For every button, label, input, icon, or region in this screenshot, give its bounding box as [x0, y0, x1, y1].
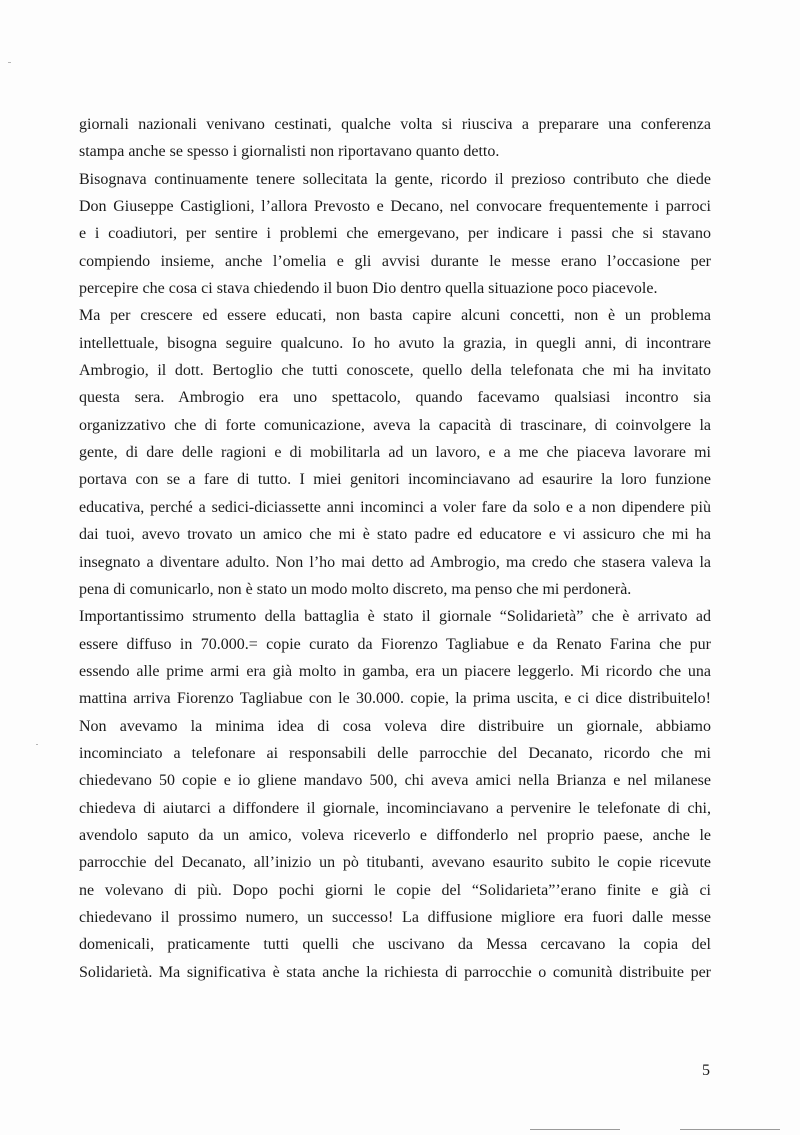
- text-line: educativa, perché a sedici-diciassette anni incominci a voler fare da solo e a non dipendere più: [79, 498, 711, 516]
- text-line: essere diffuso in 70.000.= copie curato da Fiorenzo Tagliabue e da Renato Farina che pur: [79, 635, 711, 653]
- text-line: percepire che cosa ci stava chiedendo il buon Dio dentro quella situazione poco piacevole.: [79, 280, 658, 298]
- text-line: parrocchie del Decanato, all’inizio un pò titubanti, avevano esaurito subito le copie ricevute: [79, 854, 711, 872]
- text-line: questa sera. Ambrogio era uno spettacolo, quando facevamo qualsiasi incontro sia: [79, 389, 711, 407]
- text-line: e i coadiutori, per sentire i problemi che emergevano, per indicare i passi che si stavano: [79, 225, 711, 243]
- text-line: stampa anche se spesso i giornalisti non riportavano quanto detto.: [79, 143, 500, 161]
- text-line: insegnato a diventare adulto. Non l’ho mai detto ad Ambrogio, ma credo che stasera valeva la: [79, 553, 711, 571]
- text-line: Importantissimo strumento della battaglia è stato il giornale “Solidarietà” che è arrivato ad: [79, 608, 711, 626]
- scan-speck: [8, 62, 11, 63]
- text-line: ne volevano di più. Dopo pochi giorni le copie del “Solidarieta”’erano finite e già ci: [79, 881, 711, 899]
- paragraph: [79, 111, 711, 166]
- scan-speck: [36, 744, 38, 745]
- paragraph: [79, 302, 711, 603]
- text-line: essendo alle prime armi era già molto in gamba, era un piacere leggerlo. Mi ricordo che una: [79, 662, 711, 680]
- text-line: Solidarietà. Ma significativa è stata anche la richiesta di parrocchie o comunità distribuite per: [79, 963, 711, 981]
- text-line: Non avevamo la minima idea di cosa voleva dire distribuire un giornale, abbiamo: [79, 717, 711, 735]
- text-line: organizzativo che di forte comunicazione, aveva la capacità di trascinare, di coinvolgere la: [79, 416, 711, 434]
- text-line: Bisognava continuamente tenere sollecitata la gente, ricordo il prezioso contributo che diede: [79, 170, 711, 188]
- body-text: [79, 111, 711, 986]
- text-line: incominciato a telefonare ai responsabili delle parrocchie del Decanato, ricordo che mi: [79, 744, 711, 762]
- scan-edge-line: [680, 1129, 780, 1130]
- text-line: Ma per crescere ed essere educati, non basta capire alcuni concetti, non è un problema: [79, 307, 711, 325]
- text-line: dai tuoi, avevo trovato un amico che mi è stato padre ed educatore e vi assicuro che mi ha: [79, 526, 711, 544]
- text-line: Ambrogio, il dott. Bertoglio che tutti conoscete, quello della telefonata che mi ha invitato: [79, 362, 711, 380]
- text-line: pena di comunicarlo, non è stato un modo molto discreto, ma penso che mi perdonerà.: [79, 580, 632, 598]
- text-line: intellettuale, bisogna seguire qualcuno. Io ho avuto la grazia, in quegli anni, di incontrare: [79, 334, 711, 352]
- text-line: chiedeva di aiutarci a diffondere il giornale, incominciavano a pervenire le telefonate di chi,: [79, 799, 711, 817]
- text-line: chiedevano 50 copie e io gliene mandavo 500, chi aveva amici nella Brianza e nel milanese: [79, 772, 711, 790]
- text-line: compiendo insieme, anche l’omelia e gli avvisi durante le messe erano l’occasione per: [79, 252, 711, 270]
- text-line: mattina arriva Fiorenzo Tagliabue con le 30.000. copie, la prima uscita, e ci dice distribuitelo!: [79, 690, 711, 708]
- text-line: portava con se a fare di tutto. I miei genitori incominciavano ad esaurire la loro funzione: [79, 471, 711, 489]
- text-line: Don Giuseppe Castiglioni, l’allora Prevosto e Decano, nel convocare frequentemente i parroci: [79, 198, 711, 216]
- text-line: chiedevano il prossimo numero, un successo! La diffusione migliore era fuori dalle messe: [79, 908, 711, 926]
- text-line: domenicali, praticamente tutti quelli che uscivano da Messa cercavano la copia del: [79, 936, 711, 954]
- text-line: gente, di dare delle ragioni e di mobilitarla ad un lavoro, e a me che piaceva lavorare mi: [79, 444, 711, 462]
- page-number: 5: [702, 1062, 710, 1079]
- paragraph: [79, 166, 711, 303]
- text-line: avendolo saputo da un amico, voleva riceverlo e diffonderlo nel proprio paese, anche le: [79, 826, 711, 844]
- scan-edge-line: [530, 1129, 620, 1130]
- paragraph: [79, 603, 711, 986]
- text-line: giornali nazionali venivano cestinati, qualche volta si riusciva a preparare una conferenza: [79, 116, 711, 133]
